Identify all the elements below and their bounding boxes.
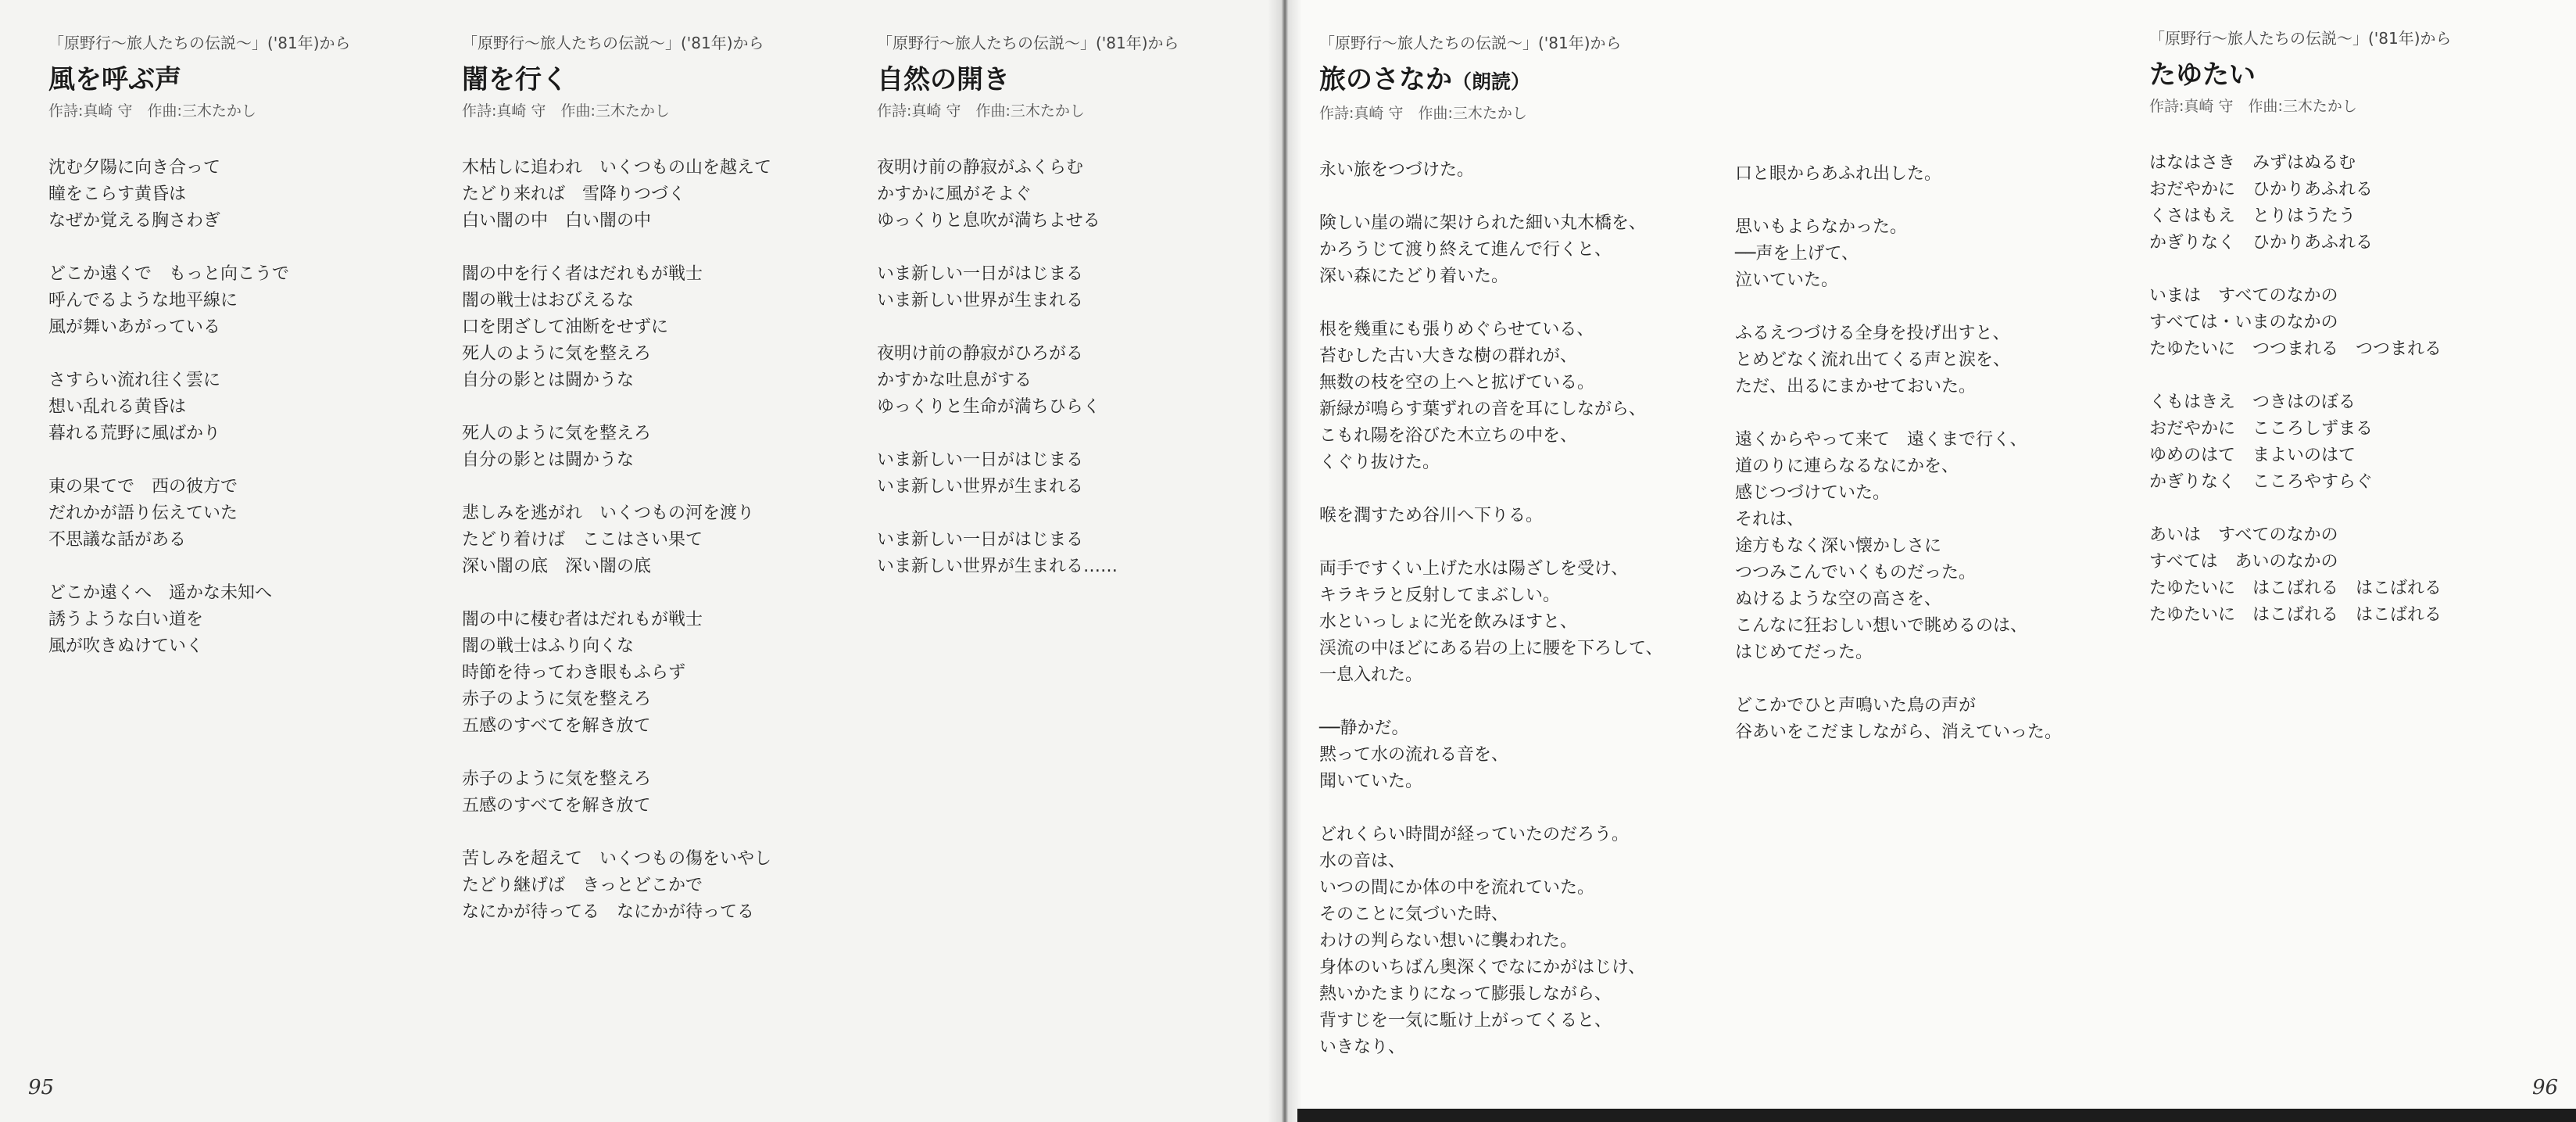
song-title-sub: （朗読） xyxy=(1452,70,1531,93)
lyric-line: キラキラと反射してまぶしい。 xyxy=(1319,586,1561,605)
stanza xyxy=(2149,522,2452,629)
lyric-line: 途方もなく深い懐かしさに xyxy=(1735,536,1942,556)
lyric-line: それは、 xyxy=(1735,510,1805,529)
lyric-line: 遠くからやって来て 遠くまで行く、 xyxy=(1735,430,2027,450)
stanza xyxy=(1319,556,1663,689)
stanza xyxy=(877,341,1179,421)
song-title: 風を呼ぶ声 xyxy=(48,64,181,95)
stanza xyxy=(1735,214,2062,294)
lyric-line: たゆたいに つつまれる つつまれる xyxy=(2149,339,2442,359)
lyric-line: とめどなく流れ出てくる声と涙を、 xyxy=(1735,350,2011,370)
lyrics xyxy=(2149,150,2452,629)
lyric-line: 時節を待ってわき眼もふらず xyxy=(462,663,686,683)
lyric-line: 白い闇の中 白い闇の中 xyxy=(462,211,652,231)
lyric-line: くさはもえ とりはうたう xyxy=(2149,206,2356,226)
song-tabi-no-sanaka xyxy=(1319,33,1663,1088)
lyric-line: 黙って水の流れる音を、 xyxy=(1319,745,1509,765)
lyric-line: 一息入れた。 xyxy=(1319,665,1423,685)
lyric-line: 熱いかたまりになって膨張しながら、 xyxy=(1319,984,1612,1004)
lyric-line: 不思議な話がある xyxy=(48,530,187,550)
page-bottom-edge xyxy=(1297,1109,2576,1122)
stanza xyxy=(462,155,771,235)
page-number-right: 96 xyxy=(2532,1076,2559,1099)
lyric-line: 永い旅をつづけた。 xyxy=(1319,160,1475,180)
book-gutter xyxy=(1268,0,1302,1122)
lyric-line: 死人のように気を整えろ xyxy=(462,424,652,443)
lyric-line: おだやかに ひかりあふれる xyxy=(2149,180,2374,199)
stanza xyxy=(877,447,1179,500)
stanza xyxy=(1319,503,1663,529)
lyric-line: たゆたいに はこばれる はこばれる xyxy=(2149,605,2442,625)
lyric-line: 瞳をこらす黄昏は xyxy=(48,185,187,204)
stanza xyxy=(1319,715,1663,795)
lyric-line: 五感のすべてを解き放て xyxy=(462,716,651,736)
stanza xyxy=(877,155,1179,235)
lyric-line: 闇の戦士はふり向くな xyxy=(462,636,635,656)
lyric-line: 五感のすべてを解き放て xyxy=(462,796,651,816)
lyric-line: 自分の影とは闘かうな xyxy=(462,371,635,390)
lyric-line: 風が舞いあがっている xyxy=(48,317,221,337)
lyric-line: はなはさき みずはぬるむ xyxy=(2149,153,2356,173)
lyric-line: 水の音は、 xyxy=(1319,851,1406,871)
lyric-line: はじめてだった。 xyxy=(1735,643,1873,662)
song-shizen-no-hiraki xyxy=(877,33,1179,607)
lyrics xyxy=(48,155,351,660)
lyric-line: 苔むした古い大きな樹の群れが、 xyxy=(1319,346,1578,366)
song-credits: 作詩:真崎 守 作曲:三木たかし xyxy=(2149,98,2357,115)
lyric-line: くもはきえ つきはのぼる xyxy=(2149,393,2356,412)
song-title: 旅のさなか（朗読） xyxy=(1319,64,1531,95)
song-source: 「原野行〜旅人たちの伝説〜」('81年)から xyxy=(48,34,351,52)
lyric-line: ゆめのはて まよいのはて xyxy=(2149,446,2356,465)
lyric-line: おだやかに こころしずまる xyxy=(2149,419,2374,439)
lyric-line: さすらい流れ往く雲に xyxy=(48,371,221,390)
lyric-line: 険しい崖の端に架けられた細い丸木橋を、 xyxy=(1319,213,1647,233)
lyrics xyxy=(877,155,1179,580)
stanza xyxy=(48,580,351,660)
lyric-line: いま新しい一日がはじまる xyxy=(877,530,1084,550)
lyric-line: 聞いていた。 xyxy=(1319,772,1423,791)
lyric-line: 無数の枝を空の上へと拡げている。 xyxy=(1319,373,1595,393)
lyric-line: ゆっくりと息吹が満ちよせる xyxy=(877,211,1100,231)
lyric-line: 背すじを一気に駈け上がってくると、 xyxy=(1319,1011,1612,1031)
lyric-line: いま新しい一日がはじまる xyxy=(877,450,1084,470)
stanza xyxy=(462,766,771,819)
stanza xyxy=(48,155,351,235)
lyric-line: わけの判らない想いに襲われた。 xyxy=(1319,931,1578,951)
lyric-line: どこか遠くへ 遥かな未知へ xyxy=(48,583,273,603)
lyric-line: 水といっしょに光を飲みほすと、 xyxy=(1319,612,1578,632)
narration-column-2 xyxy=(1735,161,2062,772)
song-tayutai xyxy=(2149,28,2452,655)
stanza xyxy=(48,261,351,341)
stanza xyxy=(462,500,771,580)
lyric-line: どれくらい時間が経っていたのだろう。 xyxy=(1319,825,1630,844)
stanza xyxy=(1319,210,1663,290)
lyric-line: いま新しい世界が生まれる xyxy=(877,291,1084,310)
lyric-line: 誘うような白い道を xyxy=(48,610,204,629)
lyric-line: いま新しい一日がはじまる xyxy=(877,264,1084,284)
lyric-line: かぎりなく ひかりあふれる xyxy=(2149,233,2374,253)
song-source: 「原野行〜旅人たちの伝説〜」('81年)から xyxy=(1319,34,1622,52)
lyric-line: 身体のいちばん奥深くでなにかがはじけ、 xyxy=(1319,958,1646,977)
song-title: 自然の開き xyxy=(877,64,1010,95)
lyric-line: すべては あいのなかの xyxy=(2149,552,2338,572)
lyric-line: 自分の影とは闘かうな xyxy=(462,450,635,470)
lyric-line: どこかでひと声鳴いた鳥の声が xyxy=(1735,696,1977,715)
lyric-line: いまは すべてのなかの xyxy=(2149,286,2338,306)
lyric-line: 赤子のように気を整えろ xyxy=(462,769,652,789)
lyric-line: 木枯しに追われ いくつもの山を越えて xyxy=(462,158,772,177)
lyric-line: ──声を上げて、 xyxy=(1735,244,1859,263)
lyric-line: 風が吹きぬけていく xyxy=(48,636,204,656)
stanza xyxy=(1319,317,1663,476)
song-source: 「原野行〜旅人たちの伝説〜」('81年)から xyxy=(462,34,764,52)
lyric-line: 喉を潤すため谷川へ下りる。 xyxy=(1319,506,1544,525)
song-source: 「原野行〜旅人たちの伝説〜」('81年)から xyxy=(877,34,1179,52)
page-number-left: 95 xyxy=(28,1076,55,1099)
lyric-line: 想い乱れる黄昏は xyxy=(48,397,187,417)
stanza xyxy=(48,367,351,447)
lyric-line: 口と眼からあふれ出した。 xyxy=(1735,164,1942,184)
lyric-line: 深い森にたどり着いた。 xyxy=(1319,267,1509,286)
lyric-line: かすかな吐息がする xyxy=(877,371,1032,390)
lyric-line: かぎりなく こころやすらぐ xyxy=(2149,472,2374,492)
stanza xyxy=(462,421,771,474)
lyric-line: かろうじて渡り終えて進んで行くと、 xyxy=(1319,240,1612,260)
stanza xyxy=(2149,389,2452,496)
lyric-line: ぬけるような空の高さを、 xyxy=(1735,590,1942,609)
lyric-line: いま新しい世界が生まれる xyxy=(877,477,1084,496)
lyric-line: 暮れる荒野に風ばかり xyxy=(48,424,221,443)
lyric-line: いま新しい世界が生まれる…… xyxy=(877,557,1118,576)
song-credits: 作詩:真崎 守 作曲:三木たかし xyxy=(48,102,256,120)
lyric-line: 渓流の中ほどにある岩の上に腰を下ろして、 xyxy=(1319,639,1663,658)
stanza xyxy=(2149,150,2452,256)
lyric-line: こんなに狂おしい想いで眺めるのは、 xyxy=(1735,616,2028,636)
lyric-line: 泣いていた。 xyxy=(1735,271,1839,290)
lyric-line: ふるえつづける全身を投げ出すと、 xyxy=(1735,324,2010,343)
lyric-line: 沈む夕陽に向き合って xyxy=(48,158,221,177)
lyric-line: 闇の戦士はおびえるな xyxy=(462,291,635,310)
lyric-line: 闇の中を行く者はだれもが戦士 xyxy=(462,264,703,284)
lyric-line: 感じつづけていた。 xyxy=(1735,483,1891,503)
lyric-line: 呼んでるような地平線に xyxy=(48,291,238,310)
song-credits: 作詩:真崎 守 作曲:三木たかし xyxy=(877,102,1085,120)
lyric-line: 根を幾重にも張りめぐらせている、 xyxy=(1319,320,1594,339)
lyric-line: 夜明け前の静寂がひろがる xyxy=(877,344,1084,364)
lyric-line: たどり着けば ここはさい果て xyxy=(462,530,703,550)
lyric-line: 死人のように気を整えろ xyxy=(462,344,652,364)
lyric-line: 夜明け前の静寂がふくらむ xyxy=(877,158,1084,177)
stanza xyxy=(462,607,771,740)
stanza xyxy=(48,474,351,554)
lyric-line: 口を閉ざして油断をせずに xyxy=(462,317,669,337)
lyric-line: 道のりに連らなるなにかを、 xyxy=(1735,457,1959,476)
lyric-line: だれかが語り伝えていた xyxy=(48,504,238,523)
lyric-line: 苦しみを超えて いくつもの傷をいやし xyxy=(462,849,772,869)
lyric-line: なぜか覚える胸さわぎ xyxy=(48,211,221,231)
lyric-line: ──静かだ。 xyxy=(1319,719,1409,738)
stanza xyxy=(2149,283,2452,363)
lyric-line: たどり来れば 雪降りつづく xyxy=(462,185,686,204)
narration-column-1 xyxy=(1319,157,1663,1061)
song-kaze-wo-yobu-koe xyxy=(48,33,351,686)
stanza xyxy=(1735,321,2062,400)
lyric-line: そのことに気づいた時、 xyxy=(1319,905,1509,924)
lyric-line: あいは すべてのなかの xyxy=(2149,525,2338,545)
lyric-line: くぐり抜けた。 xyxy=(1319,453,1440,472)
song-title: たゆたい xyxy=(2149,59,2256,91)
stanza xyxy=(462,261,771,394)
lyric-line: いきなり、 xyxy=(1319,1038,1406,1057)
lyrics xyxy=(462,155,771,926)
stanza xyxy=(1319,157,1663,184)
song-credits: 作詩:真崎 守 作曲:三木たかし xyxy=(462,102,670,120)
lyric-line: 赤子のように気を整えろ xyxy=(462,690,652,709)
lyric-line: 東の果てで 西の彼方で xyxy=(48,477,238,496)
lyric-line: たゆたいに はこばれる はこばれる xyxy=(2149,579,2442,598)
song-title: 闇を行く xyxy=(462,64,568,95)
stanza xyxy=(1735,693,2062,746)
lyric-line: なにかが待ってる なにかが待ってる xyxy=(462,902,755,922)
song-source: 「原野行〜旅人たちの伝説〜」('81年)から xyxy=(2149,29,2452,48)
lyric-line: こもれ陽を浴びた木立ちの中を、 xyxy=(1319,426,1578,446)
lyric-line: すべては・いまのなかの xyxy=(2149,313,2338,332)
lyric-line: どこか遠くで もっと向こうで xyxy=(48,264,290,284)
lyric-line: 闇の中に棲む者はだれもが戦士 xyxy=(462,610,703,629)
stanza xyxy=(877,261,1179,314)
lyric-line: いつの間にか体の中を流れていた。 xyxy=(1319,878,1595,898)
song-credits: 作詩:真崎 守 作曲:三木たかし xyxy=(1319,105,1527,122)
stanza xyxy=(1319,822,1663,1061)
stanza xyxy=(1735,427,2062,666)
lyric-line: 新緑が鳴らす葉ずれの音を耳にしながら、 xyxy=(1319,400,1647,419)
lyric-line: ゆっくりと生命が満ちひらく xyxy=(877,397,1100,417)
lyric-line: 深い闇の底 深い闇の底 xyxy=(462,557,652,576)
lyric-line: 思いもよらなかった。 xyxy=(1735,217,1908,237)
stanza xyxy=(1735,161,2062,188)
lyric-line: たどり継げば きっとどこかで xyxy=(462,876,703,895)
lyric-line: ただ、出るにまかせておいた。 xyxy=(1735,377,1977,396)
stanza xyxy=(877,527,1179,580)
lyric-line: 悲しみを逃がれ いくつもの河を渡り xyxy=(462,504,755,523)
stanza xyxy=(462,846,771,926)
song-yami-wo-iku xyxy=(462,33,771,952)
lyric-line: 両手ですくい上げた水は陽ざしを受け、 xyxy=(1319,559,1629,579)
lyric-line: 谷あいをこだましながら、消えていった。 xyxy=(1735,722,2063,742)
lyric-line: かすかに風がそよぐ xyxy=(877,185,1032,204)
lyric-line: つつみこんでいくものだった。 xyxy=(1735,563,1977,583)
